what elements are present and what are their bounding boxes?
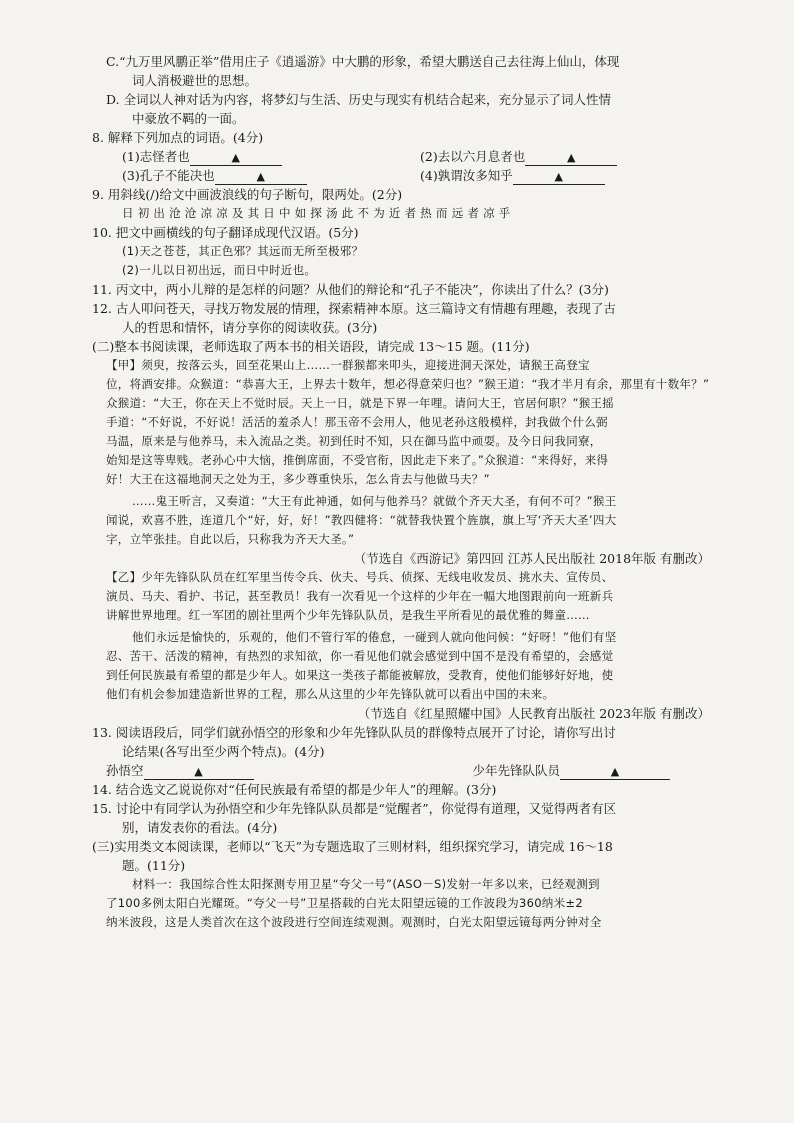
passage-line: 到任何民族最有希望的都是少年人。如果这一类孩子都能被解放，受教育，使他们能够好好地，使 bbox=[106, 668, 614, 682]
q15-line2: 别，请发表你的看法。(4分) bbox=[122, 820, 278, 835]
q8-item-3 bbox=[122, 166, 412, 185]
passage-line: 始知是这等卑贱。老孙心中大恼，推倒席面，不受官衔，因此走下来了。”众猴道：“来得好，来得 bbox=[106, 453, 609, 467]
q8-item-4 bbox=[420, 166, 710, 185]
q8-answer-blank-1[interactable] bbox=[190, 150, 282, 166]
answer-mark: ▲ bbox=[610, 765, 620, 778]
passage-line: 【乙】少年先锋队队员在红军里当传令兵、伙夫、号兵、侦探、无线电收发员、挑水夫、宣传员、 bbox=[106, 570, 614, 584]
passage-line: 讲解世界地理。红一军团的剧社里两个少年先锋队队员，是我生平所看见的最优雅的舞童…… bbox=[106, 608, 590, 622]
answer-mark: ▲ bbox=[566, 151, 576, 164]
passage-line: 字，立竿张挂。自此以后，只称我为齐天大圣。” bbox=[106, 532, 355, 546]
passage-jia bbox=[106, 356, 710, 568]
q12-line2: 人的哲思和情怀，请分享你的阅读收获。(3分) bbox=[122, 320, 378, 335]
q8-answer-blank-4[interactable] bbox=[513, 169, 605, 185]
q10-sentence-1: (1)天之苍苍，其正色邪？其远而无所至极邪？ bbox=[122, 244, 364, 258]
q10-stem: 10. 把文中画横线的句子翻译成现代汉语。(5分) bbox=[92, 225, 359, 240]
q8-item-3-text: (3)孔子不能决也 bbox=[122, 168, 215, 183]
material-1 bbox=[106, 875, 710, 932]
answer-mark: ▲ bbox=[231, 151, 240, 164]
q8-answer-blank-3[interactable] bbox=[215, 169, 307, 185]
q8-item-2-text: (2)去以六月息者也 bbox=[420, 149, 526, 164]
q8-answer-blank-2[interactable] bbox=[525, 150, 617, 166]
q8-stem: 8. 解释下列加点的词语。(4分) bbox=[92, 130, 264, 145]
q11-stem: 11. 丙文中，两小儿辩的是怎样的问题？从他们的辩论和“孔子不能决”，你读出了什么？(3分) bbox=[92, 282, 609, 297]
passage-line: 好！大王在这福地洞天之处为王，多少尊重快乐，怎么肯去与他做马夫？” bbox=[106, 472, 490, 486]
passage-yi bbox=[106, 568, 710, 723]
answer-mark: ▲ bbox=[554, 170, 563, 183]
answer-mark: ▲ bbox=[256, 170, 265, 183]
q13-answer-blank-b[interactable] bbox=[560, 764, 670, 780]
q8-item-1-text: (1)志怪者也 bbox=[122, 149, 190, 164]
passage-line: 忍、苦干、活泼的精神，有热烈的求知欲，你一看见他们就会感觉到中国不是没有希望的，会感觉 bbox=[106, 649, 614, 663]
passage-line: 众猴道：“大王，你在天上不觉时辰。天上一日，就是下界一年哩。请问大王，官居何职？”猴王摇 bbox=[106, 396, 615, 410]
q8-item-4-text: (4)孰谓汝多知乎 bbox=[420, 168, 513, 183]
passage-line: 他们永远是愉快的，乐观的，他们不管行军的倦怠，一碰到人就向他问候：“好呀！”他们有坚 bbox=[132, 630, 617, 644]
q8-items bbox=[106, 147, 710, 185]
q13-line2: 论结果(各写出至少两个特点)。(4分) bbox=[122, 744, 325, 759]
passage-line: ……鬼王听言，又奏道：“大王有此神通，如何与他养马？就做个齐天大圣，有何不可？”猴王 bbox=[132, 494, 617, 508]
q13-answer-b bbox=[472, 761, 670, 780]
q13-answer-blank-a[interactable] bbox=[144, 764, 254, 780]
answer-mark: ▲ bbox=[194, 765, 203, 778]
q8-item-2 bbox=[420, 147, 710, 166]
q13-label-a: 孙悟空 bbox=[106, 763, 144, 778]
q8-item-1 bbox=[122, 147, 412, 166]
passage-line: 位，将酒安排。众猴道：“恭喜大王，上界去十数年，想必得意荣归也？”猴王道：“我才半月有余，那里有十数年？” bbox=[106, 377, 710, 391]
q9-stem: 9. 用斜线(/)给文中画波浪线的句子断句，限两处。(2分) bbox=[92, 187, 403, 202]
material-line: 了100多例太阳白光耀斑。“夸父一号”卫星搭载的白光太阳望远镜的工作波段为360纳米±2 bbox=[106, 896, 583, 910]
q15-line1: 15. 讨论中有同学认为孙悟空和少年先锋队队员都是“觉醒者”，你觉得有道理，又觉得两者有区 bbox=[92, 801, 617, 816]
section3-heading-line1: (三)实用类文本阅读课，老师以“飞天”为专题选取了三则材料，组织探究学习，请完成 16～18 bbox=[92, 839, 613, 854]
q14-stem: 14. 结合选文乙说说你对“任何民族最有希望的都是少年人”的理解。(3分) bbox=[92, 782, 497, 797]
passage-yi-source: （节选自《红星照耀中国》人民教育出版社 2023年版 有删改） bbox=[357, 706, 710, 721]
passage-line: 【甲】须臾，按落云头，回至花果山上……一群猴都来叩头，迎接进洞天深处，请猴王高登宝 bbox=[106, 358, 590, 372]
passage-line: 手道：“不好说，不好说！活活的羞杀人！那玉帝不会用人，他见老孙这般模样，封我做个什么弼 bbox=[106, 415, 608, 429]
q9-text: 日初出沧沧凉凉及其日中如探汤此不为近者热而远者凉乎 bbox=[122, 206, 515, 220]
q13-label-b: 少年先锋队队员 bbox=[472, 763, 560, 778]
q13-answers bbox=[106, 761, 710, 780]
q13-answer-a bbox=[106, 761, 254, 780]
passage-line: 演员、马夫、看护、书记，甚至教员！我有一次看见一个这样的少年在一幅大地图跟前向一班新兵 bbox=[106, 589, 614, 603]
material-line: 纳米波段，这是人类首次在这个波段进行空间连续观测。观测时，白光太阳望远镜每两分钟对全 bbox=[106, 915, 602, 929]
passage-line: 马温，原来是与他养马，未入流品之类。初到任时不知，只在御马监中顽耍。及今日问我同寮， bbox=[106, 434, 602, 448]
q13-line1: 13. 阅读语段后，同学们就孙悟空的形象和少年先锋队队员的群像特点展开了讨论，请你写出讨 bbox=[92, 725, 616, 740]
passage-line: 他们有机会参加建造新世界的工程，那么从这里的少年先锋队就可以看出中国的未来。 bbox=[106, 687, 555, 701]
option-d-line1: D. 全词以人神对话为内容，将梦幻与生活、历史与现实有机结合起来，充分显示了词人性情 bbox=[106, 92, 612, 107]
passage-line: 闻说，欢喜不胜，连道几个“好，好，好！”教四健将：“就替我快置个旌旗，旗上写‘齐天大圣’四大 bbox=[106, 513, 617, 527]
passage-jia-source: （节选自《西游记》第四回 江苏人民出版社 2018年版 有删改） bbox=[353, 551, 710, 566]
option-c-line1: C.“九万里风鹏正举”借用庄子《逍遥游》中大鹏的形象，希望大鹏送自己去往海上仙山，体现 bbox=[106, 54, 620, 69]
option-c-line2: 词人消极避世的思想。 bbox=[132, 73, 258, 88]
material-line: 材料一：我国综合性太阳探测专用卫星“夸父一号”(ASO－S)发射一年多以来，已经观测到 bbox=[132, 877, 600, 891]
section2-heading: (二)整本书阅读课，老师选取了两本书的相关语段，请完成 13～15 题。(11分) bbox=[92, 339, 530, 354]
q10-sentence-2: (2)一儿以日初出远，而日中时近也。 bbox=[122, 263, 317, 277]
q12-line1: 12. 古人叩问苍天，寻找万物发展的情理，探索精神本原。这三篇诗文有情趣有理趣，表现了古 bbox=[92, 301, 616, 316]
option-d-line2: 中豪放不羁的一面。 bbox=[132, 111, 245, 126]
section3-heading-line2: 题。(11分) bbox=[122, 858, 186, 873]
